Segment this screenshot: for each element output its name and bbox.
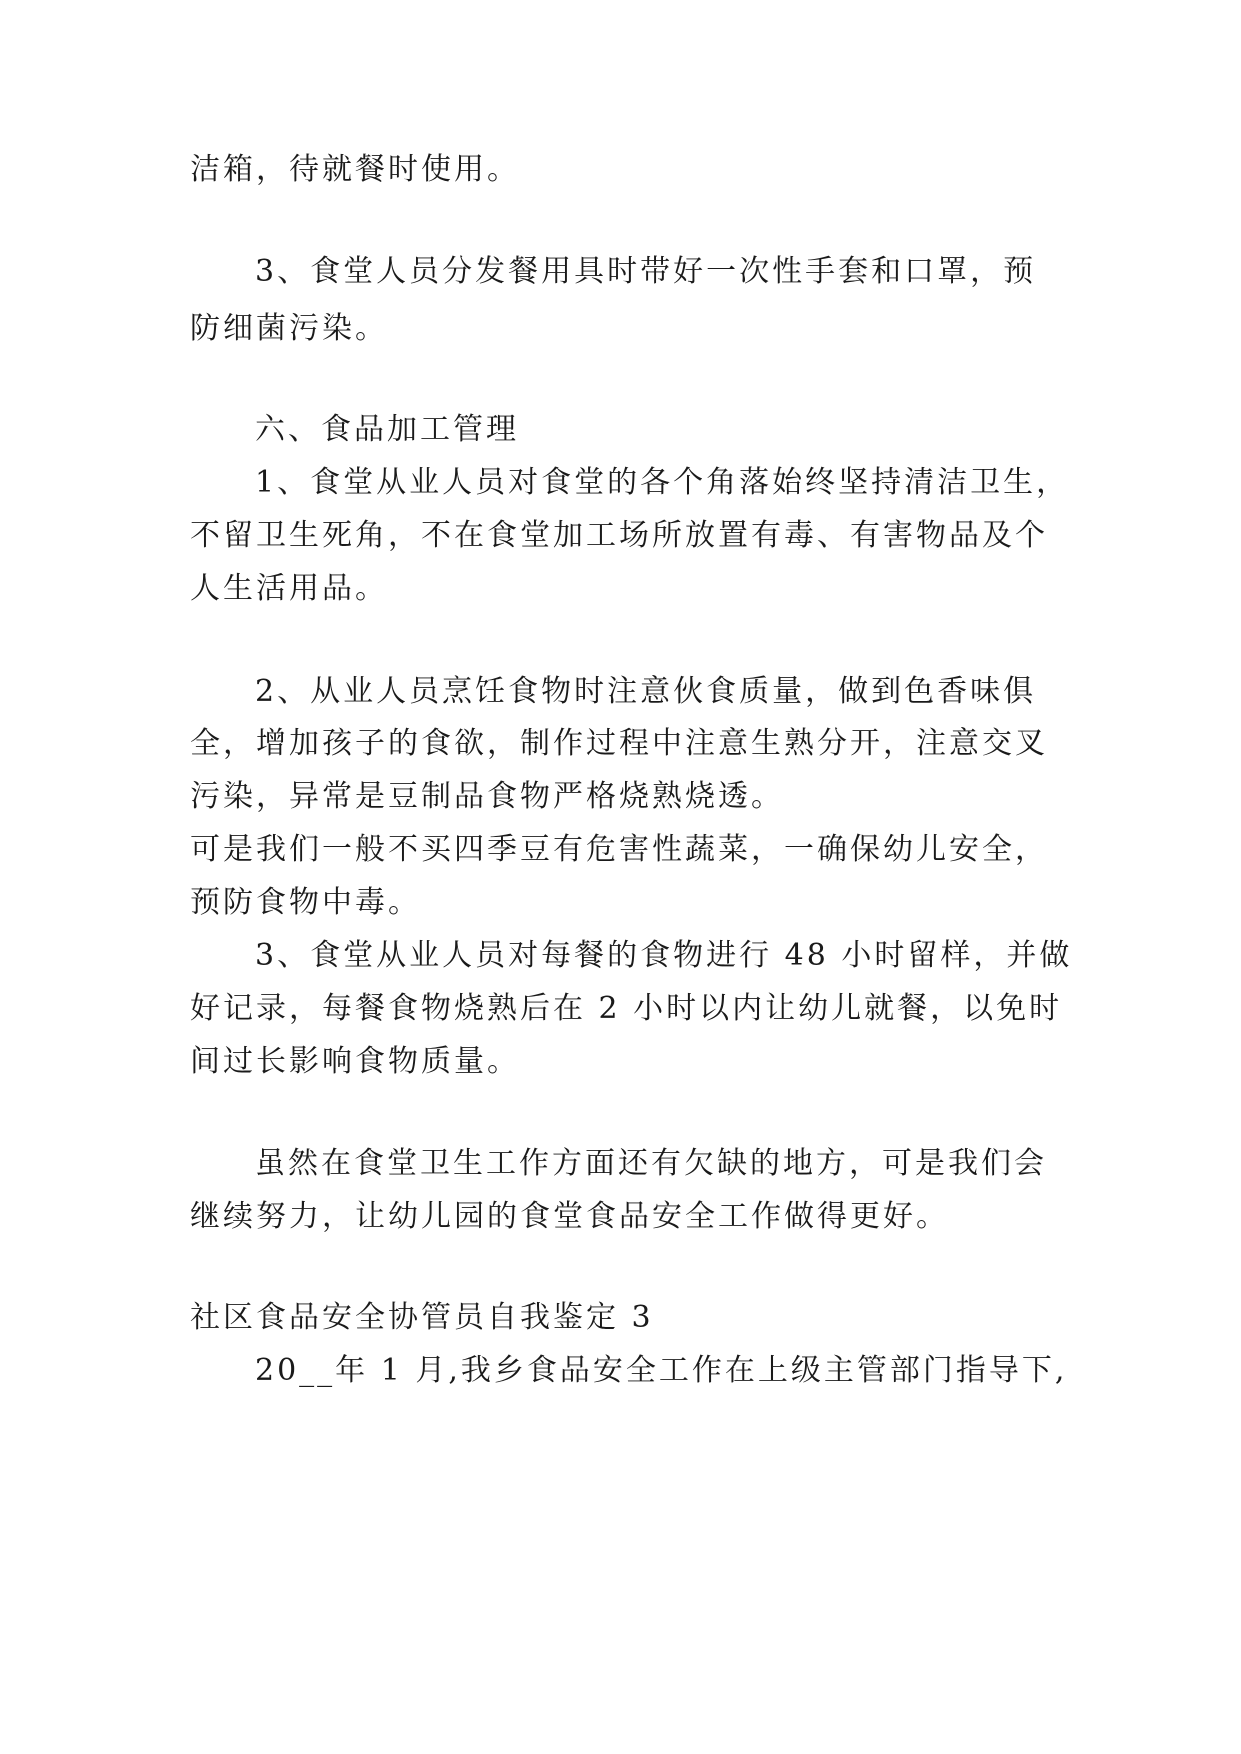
text-line: 1、食堂从业人员对食堂的各个角落始终坚持清洁卫生， xyxy=(255,465,1070,500)
text-line: 2、从业人员烹饪食物时注意伙食质量，做到色香味俱 xyxy=(255,674,1037,709)
text-line: 20__年 1 月,我乡食品安全工作在上级主管部门指导下, xyxy=(255,1353,1068,1388)
text-line: 好记录，每餐食物烧熟后在 2 小时以内让幼儿就餐，以免时 xyxy=(190,991,1063,1026)
text-line: 间过长影响食物质量。 xyxy=(190,1044,520,1079)
text-line: 继续努力，让幼儿园的食堂食品安全工作做得更好。 xyxy=(190,1199,949,1234)
text-line: 污染，异常是豆制品食物严格烧熟烧透。 xyxy=(190,779,784,814)
text-line: 人生活用品。 xyxy=(190,571,388,606)
text-line: 虽然在食堂卫生工作方面还有欠缺的地方，可是我们会 xyxy=(255,1146,1047,1181)
text-line: 可是我们一般不买四季豆有危害性蔬菜，一确保幼儿安全， xyxy=(190,832,1048,867)
text-line: 防细菌污染。 xyxy=(190,311,388,346)
text-line: 3、食堂从业人员对每餐的食物进行 48 小时留样，并做 xyxy=(255,938,1073,973)
section-heading: 六、食品加工管理 xyxy=(255,412,519,447)
text-line: 3、食堂人员分发餐用具时带好一次性手套和口罩，预 xyxy=(255,254,1037,289)
text-line: 洁箱，待就餐时使用。 xyxy=(190,152,520,187)
text-line: 全，增加孩子的食欲，制作过程中注意生熟分开，注意交叉 xyxy=(190,726,1048,761)
section-heading: 社区食品安全协管员自我鉴定 3 xyxy=(190,1300,654,1335)
text-line: 不留卫生死角，不在食堂加工场所放置有毒、有害物品及个 xyxy=(190,518,1048,553)
text-line: 预防食物中毒。 xyxy=(190,885,421,920)
